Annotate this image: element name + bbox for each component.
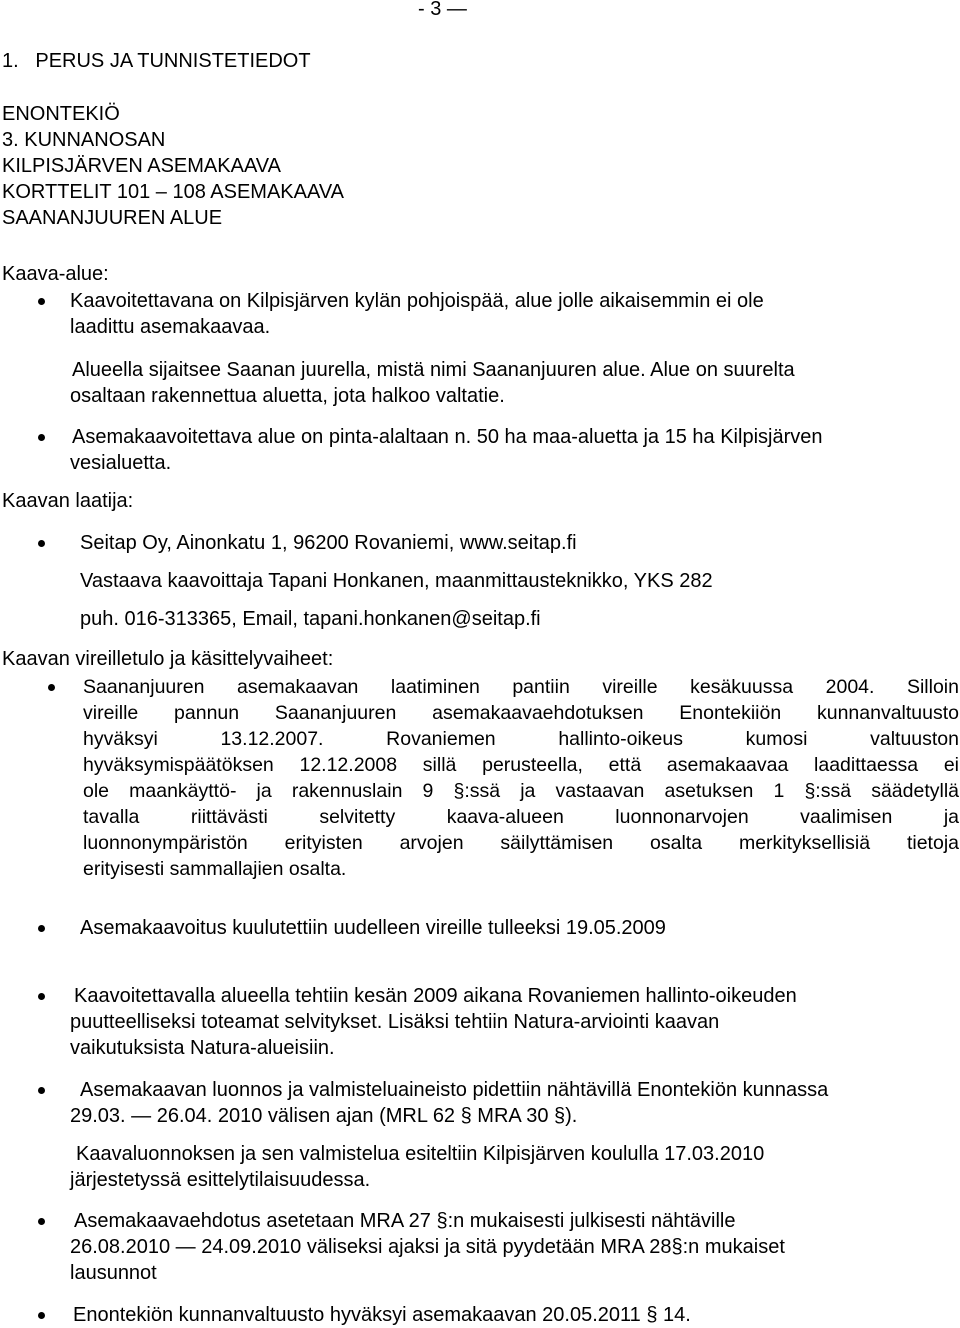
paragraph bbox=[72, 357, 795, 409]
title-line: ENONTEKIÖ bbox=[2, 103, 120, 125]
title-line: KILPISJÄRVEN ASEMAKAAVA bbox=[2, 155, 282, 177]
list-item-line: Kaavoitettavalla alueella tehtiin kesän 2009 aikana Rovaniemen hallinto-oikeuden bbox=[74, 985, 797, 1007]
list-item-line: Asemakaavan luonnos ja valmisteluaineisto pidettiin nähtävillä Enontekiön kunnassa bbox=[80, 1079, 829, 1101]
list-item bbox=[70, 1077, 828, 1129]
list-item-line: Asemakaavoitettava alue on pinta-alaltaan n. 50 ha maa-aluetta ja 15 ha Kilpisjärven bbox=[72, 426, 823, 448]
paragraph-line: Kaavaluonnoksen ja sen valmistelua esiteltiin Kilpisjärven koululla 17.03.2010 bbox=[76, 1143, 765, 1165]
list-item-line: hyväksymispäätöksen 12.12.2008 sillä perusteella, että asemakaavaa laadittaessa ei bbox=[83, 754, 959, 776]
list-item-line: hyväksyi 13.12.2007. Rovaniemen hallinto-oikeus kumosi valtuuston bbox=[83, 728, 959, 750]
contact-line: puh. 016-313365, Email, tapani.honkanen@seitap.fi bbox=[80, 608, 541, 630]
list-item: Enontekiön kunnanvaltuusto hyväksyi asemakaavan 20.05.2011 § 14. bbox=[73, 1304, 691, 1326]
paragraph-line: Alueella sijaitsee Saanan juurella, mistä nimi Saananjuuren alue. Alue on suurelta bbox=[72, 359, 795, 381]
page-number: - 3 — bbox=[418, 0, 467, 20]
list-item-line: vireille pannun Saananjuuren asemakaavaehdotuksen Enontekiiön kunnanvaltuusto bbox=[83, 702, 959, 724]
contact-line: Seitap Oy, Ainonkatu 1, 96200 Rovaniemi, www.seitap.fi bbox=[80, 532, 577, 554]
list-item-line: laadittu asemakaavaa. bbox=[70, 316, 271, 338]
list-item-line: vesialuetta. bbox=[70, 452, 172, 474]
list-item bbox=[70, 288, 764, 340]
bullet-icon bbox=[38, 1218, 45, 1225]
kaava-alue-heading: Kaava-alue: bbox=[2, 263, 109, 285]
bullet-icon bbox=[48, 684, 55, 691]
list-item bbox=[83, 674, 959, 882]
bullet-icon bbox=[38, 1312, 45, 1319]
list-item-line: Kaavoitettavana on Kilpisjärven kylän pohjoispää, alue jolle aikaisemmin ei ole bbox=[70, 290, 764, 312]
paragraph-line: järjestetyssä esittelytilaisuudessa. bbox=[70, 1169, 371, 1191]
bullet-icon bbox=[38, 540, 45, 547]
bullet-icon bbox=[38, 925, 45, 932]
list-item-line: erityisesti sammallajien osalta. bbox=[83, 858, 347, 880]
list-item-line: luonnonympäristön erityisten arvojen säilyttämisen osalta merkityksellisiä tietoja bbox=[83, 832, 959, 854]
list-item-line: Saananjuuren asemakaavan laatiminen pantiin vireille kesäkuussa 2004. Silloin bbox=[83, 676, 959, 698]
bullet-icon bbox=[38, 993, 45, 1000]
list-item-line: 29.03. — 26.04. 2010 välisen ajan (MRL 62 § MRA 30 §). bbox=[70, 1105, 578, 1127]
list-item-line: tavalla riittävästi selvitetty kaava-alueen luonnonarvojen vaalimisen ja bbox=[83, 806, 959, 828]
title-line: SAANANJUUREN ALUE bbox=[2, 207, 223, 229]
list-item-line: puutteelliseksi toteamat selvitykset. Lisäksi tehtiin Natura-arviointi kaavan bbox=[70, 1011, 720, 1033]
section-heading: 1. PERUS JA TUNNISTETIEDOT bbox=[2, 50, 311, 72]
list-item bbox=[70, 983, 797, 1061]
bullet-icon bbox=[38, 1087, 45, 1094]
document-title bbox=[2, 101, 344, 231]
paragraph bbox=[70, 1141, 764, 1193]
list-item bbox=[70, 1208, 785, 1286]
list-item-line: vaikutuksista Natura-alueisiin. bbox=[70, 1037, 335, 1059]
list-item-line: ole maankäyttö- ja rakennuslain 9 §:ssä ja vastaavan asetuksen 1 §:ssä säädetyllä bbox=[83, 780, 959, 802]
title-line: KORTTELIT 101 – 108 ASEMAKAAVA bbox=[2, 181, 345, 203]
list-item-line: Asemakaavaehdotus asetetaan MRA 27 §:n mukaisesti julkisesti nähtäville bbox=[74, 1210, 736, 1232]
list-item-line: lausunnot bbox=[70, 1262, 157, 1284]
contact-line: Vastaava kaavoittaja Tapani Honkanen, maanmittausteknikko, YKS 282 bbox=[80, 570, 713, 592]
list-item-line: 26.08.2010 — 24.09.2010 väliseksi ajaksi ja sitä pyydetään MRA 28§:n mukaiset bbox=[70, 1236, 785, 1258]
list-item: Asemakaavoitus kuulutettiin uudelleen vireille tulleeksi 19.05.2009 bbox=[80, 917, 666, 939]
bullet-icon bbox=[38, 298, 45, 305]
paragraph-line: osaltaan rakennettua aluetta, jota halkoo valtatie. bbox=[70, 385, 505, 407]
bullet-icon bbox=[38, 434, 45, 441]
title-line: 3. KUNNANOSAN bbox=[2, 129, 166, 151]
list-item bbox=[72, 424, 822, 476]
laatija-heading: Kaavan laatija: bbox=[2, 490, 134, 512]
vaiheet-heading: Kaavan vireilletulo ja käsittelyvaiheet: bbox=[2, 648, 334, 670]
